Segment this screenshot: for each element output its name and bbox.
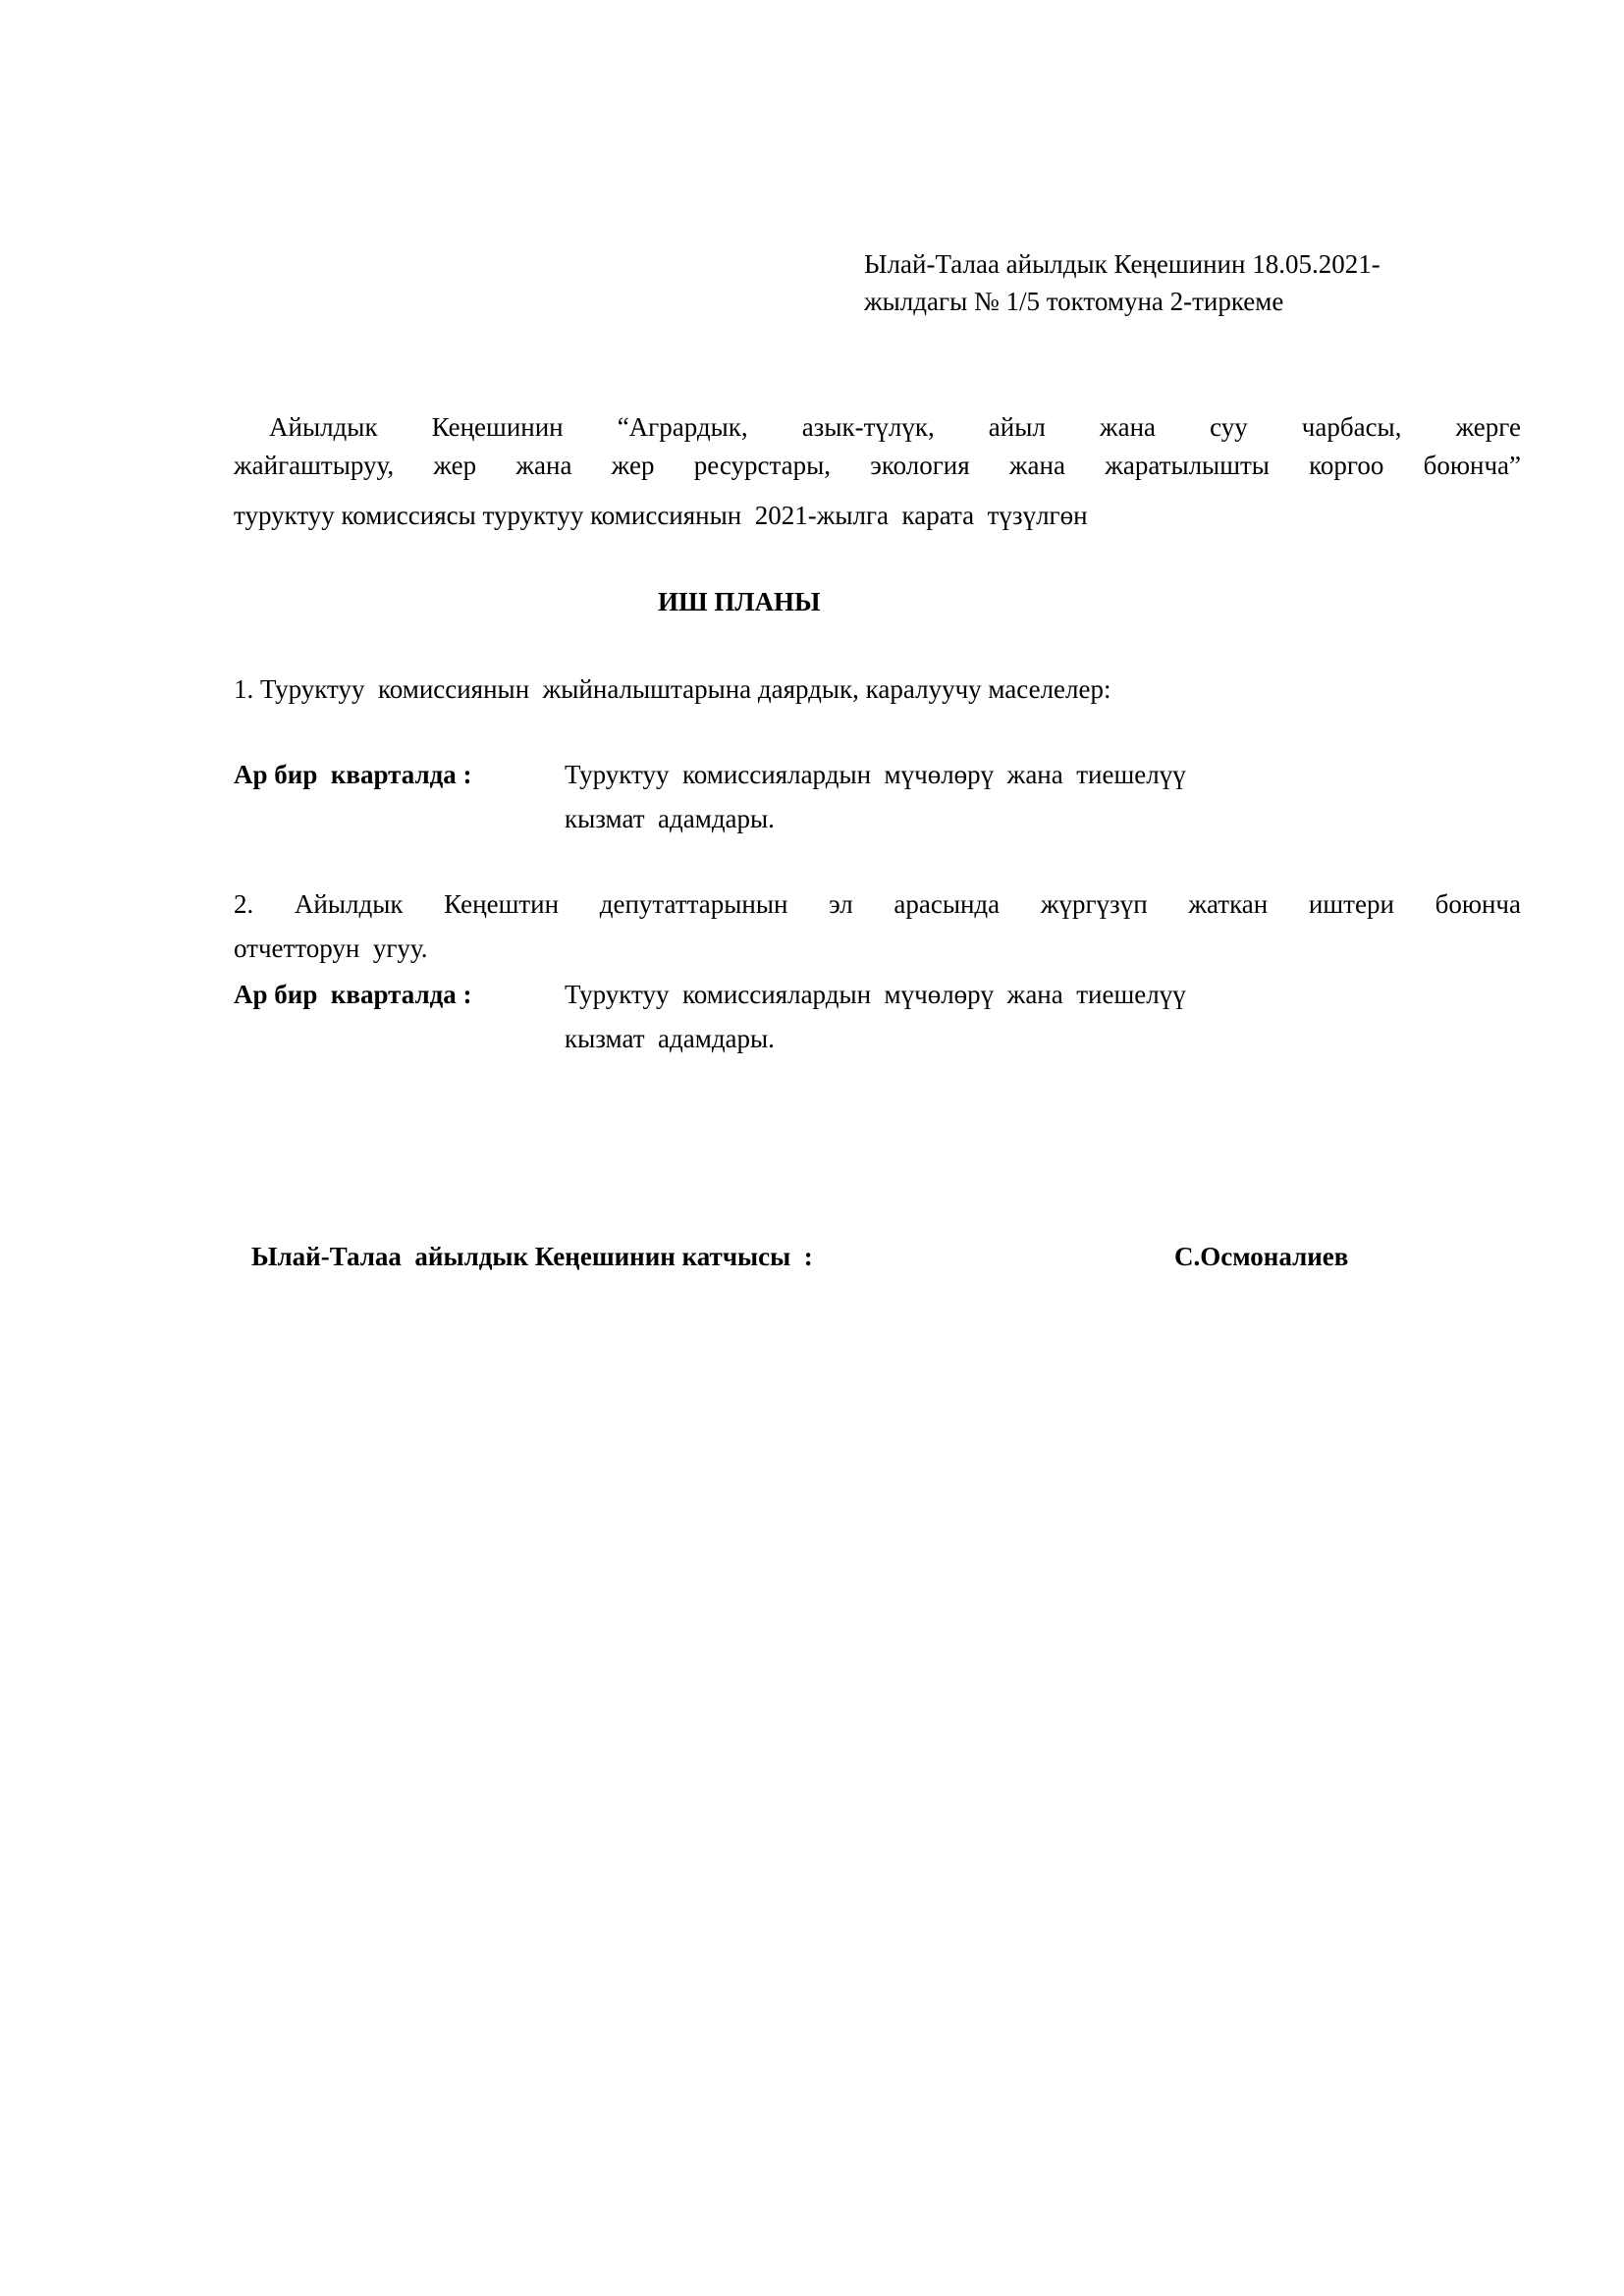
signature-name: С.Осмоналиев	[1174, 1242, 1349, 1271]
item-2-term: Ар бир кварталда :	[234, 980, 472, 1009]
intro-line3: туруктуу комиссиясы туруктуу комиссиянын 2021-жылга карата түзүлгөн	[234, 501, 1088, 530]
item-1-term: Ар бир кварталда :	[234, 760, 472, 789]
document-title: ИШ ПЛАНЫ	[658, 587, 821, 616]
item-2-text-line1: 2. Айылдык Кеңештин депутаттарынын эл арасында жүргүзүп жаткан иштери боюнча	[234, 889, 1521, 919]
appendix-note-line2: жылдагы № 1/5 токтомуна 2-тиркеме	[864, 287, 1284, 316]
item-2-text-line2: отчетторун угуу.	[234, 934, 428, 963]
item-1-responsible-line2: кызмат адамдары.	[565, 804, 775, 833]
item-2-responsible-line2: кызмат адамдары.	[565, 1024, 775, 1053]
item-1-text: 1. Туруктуу комиссиянын жыйналыштарына даярдык, каралуучу маселелер:	[234, 674, 1111, 704]
item-2-responsible-line1: Туруктуу комиссиялардын мүчөлөрү жана тиешелүү	[565, 980, 1186, 1009]
appendix-note-line1: Ылай-Талаа айылдык Кеңешинин 18.05.2021-	[864, 249, 1380, 279]
signature-role: Ылай-Талаа айылдык Кеңешинин катчысы :	[251, 1242, 813, 1271]
intro-line2: жайгаштыруу, жер жана жер ресурстары, экология жана жаратылышты коргоо боюнча”	[234, 451, 1521, 480]
intro-line1: Айылдык Кеңешинин “Агрардык, азык-түлүк, айыл жана суу чарбасы, жерге	[269, 412, 1521, 442]
item-1-responsible-line1: Туруктуу комиссиялардын мүчөлөрү жана тиешелүү	[565, 760, 1186, 789]
